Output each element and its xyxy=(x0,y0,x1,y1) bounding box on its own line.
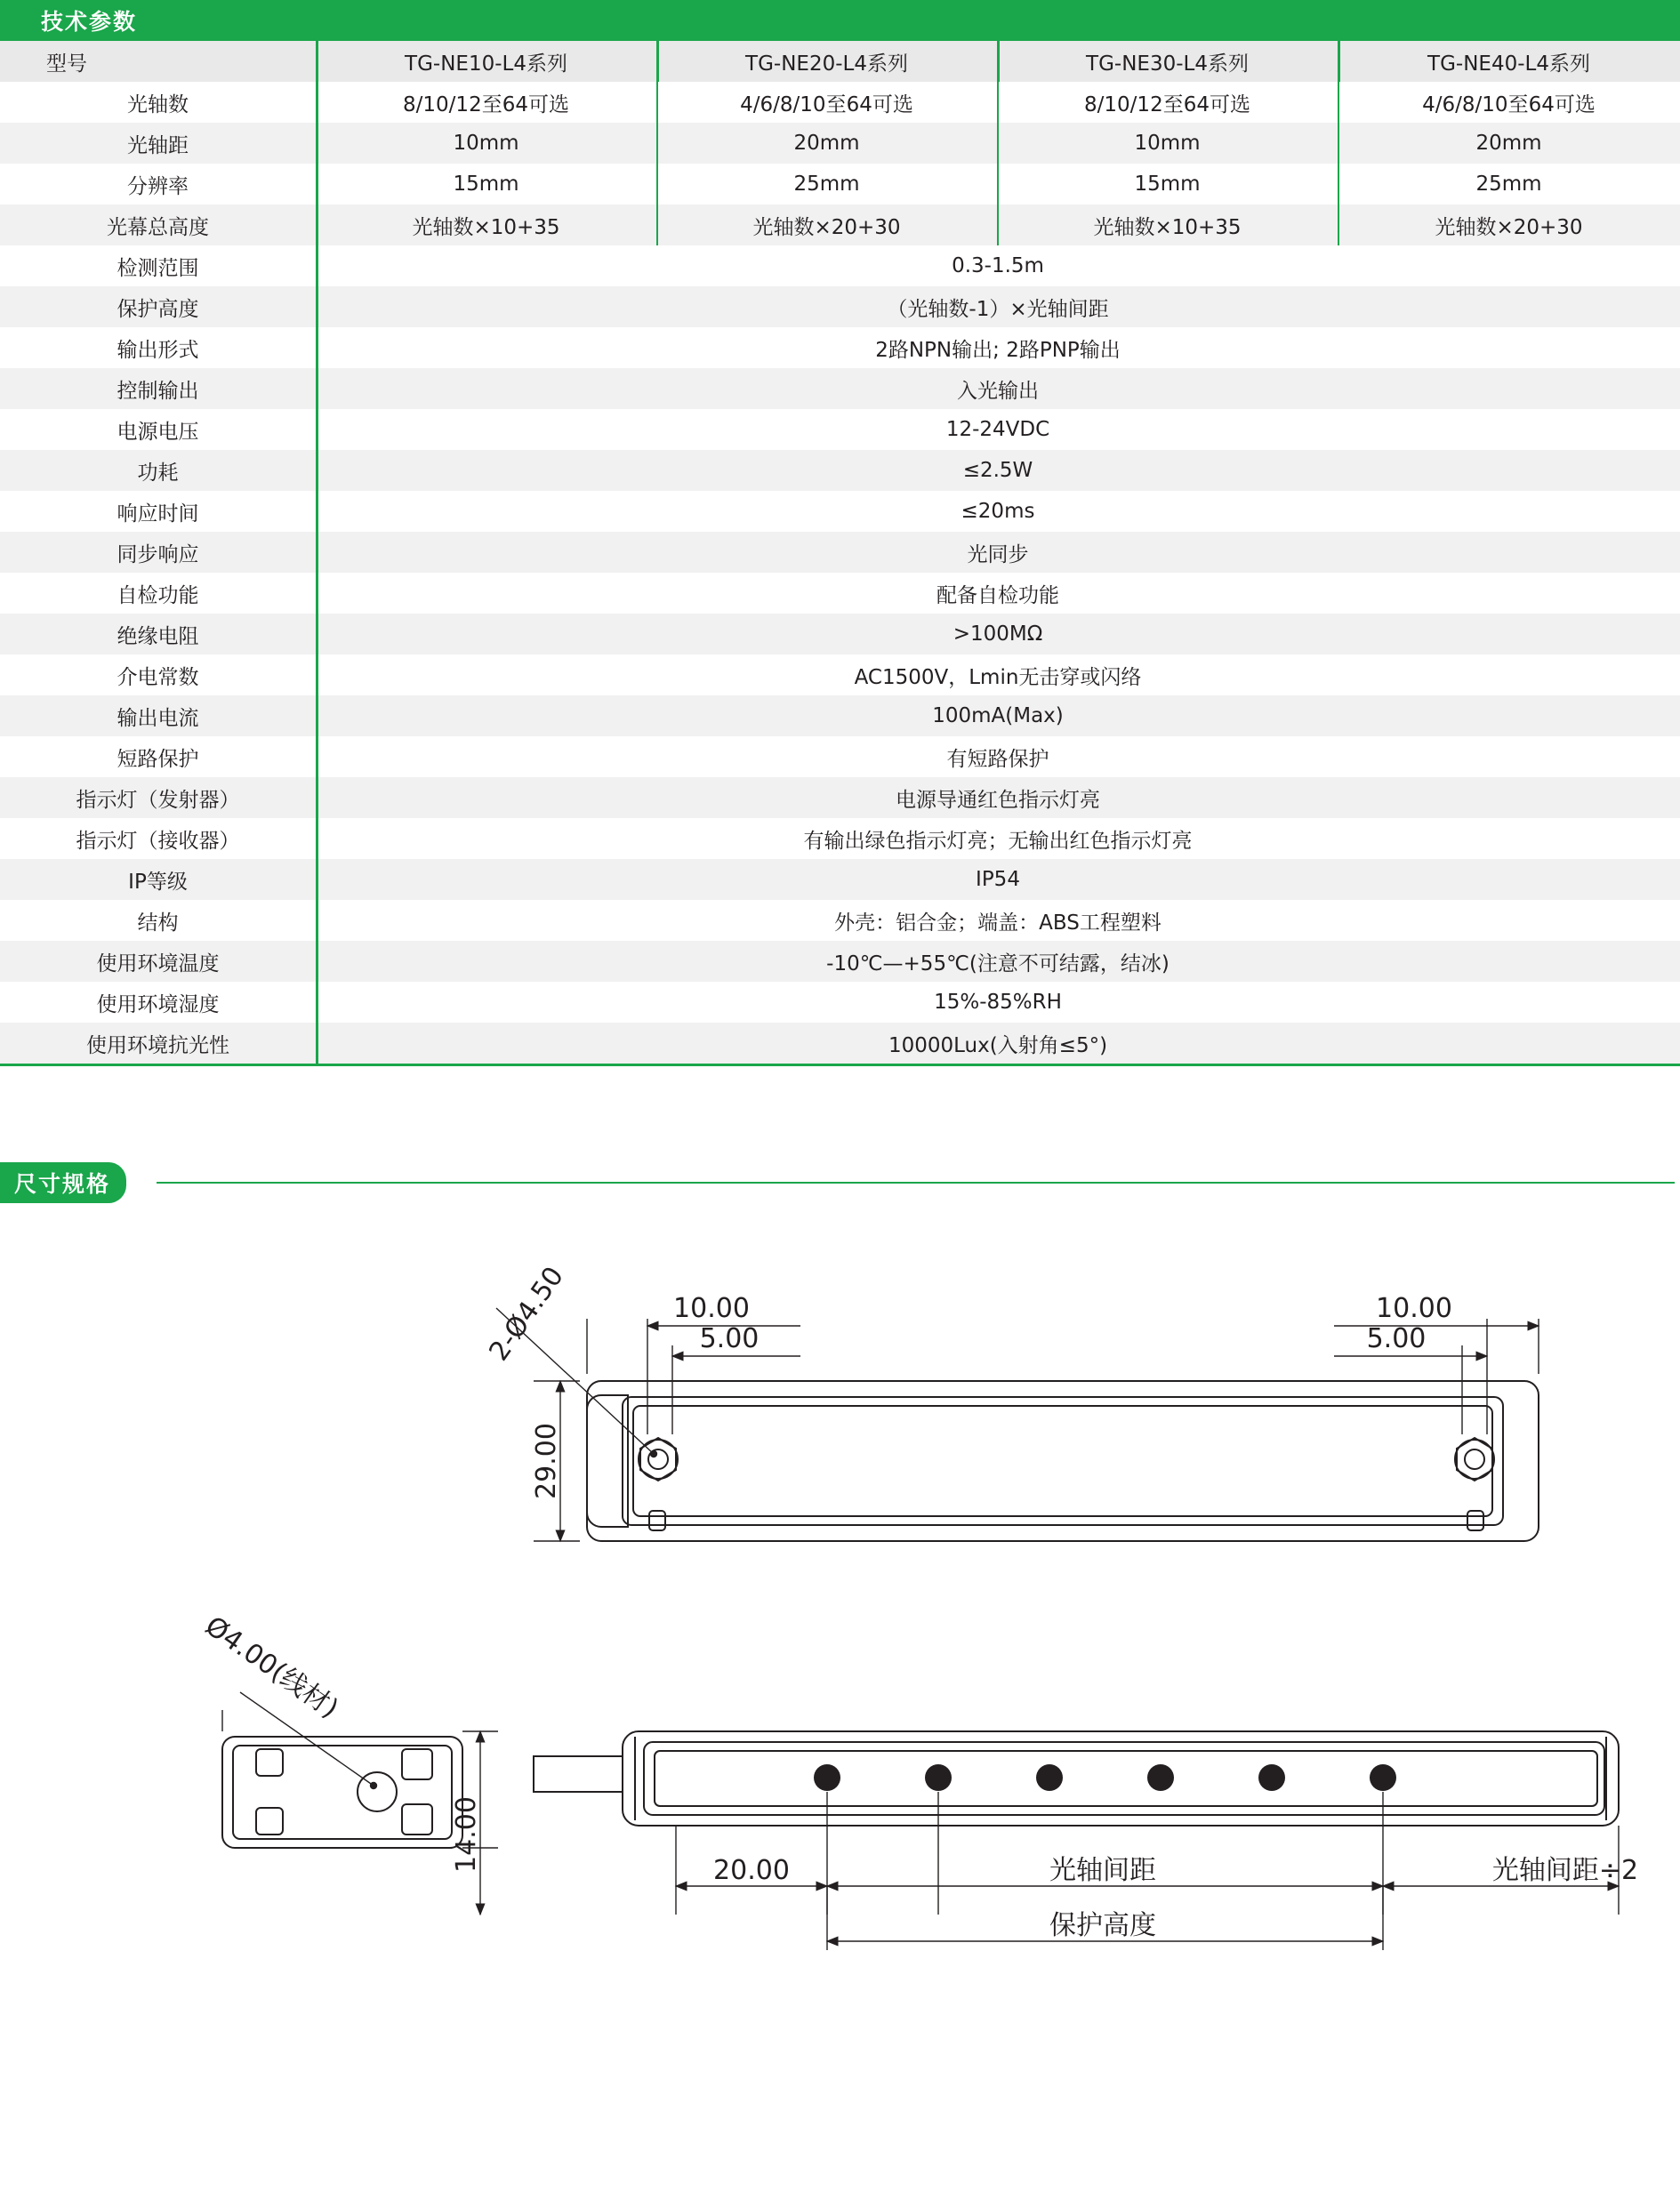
table-row xyxy=(0,491,1680,532)
row-value: 2路NPN输出; 2路PNP输出 xyxy=(316,327,1680,368)
row-label: 绝缘电阻 xyxy=(117,624,199,648)
table-row xyxy=(0,205,1680,245)
dim-14-thickness: 14.00 xyxy=(451,1796,482,1873)
row-value: 入光输出 xyxy=(316,368,1680,409)
pitch-label: 光轴间距 xyxy=(1049,1855,1156,1886)
dim-10-left: 10.00 xyxy=(673,1293,750,1324)
row-label: 检测范围 xyxy=(117,256,199,280)
row-value: 20mm xyxy=(1338,123,1680,164)
row-label: 使用环境温度 xyxy=(96,951,220,976)
row-value: 10000Lux(入射角≤5°) xyxy=(316,1023,1680,1064)
dimension-drawings xyxy=(0,1212,1680,2208)
front-view-beam-dots xyxy=(814,1764,1396,1791)
row-value: 15%-85%RH xyxy=(316,982,1680,1023)
row-label: 短路保护 xyxy=(117,747,199,771)
row-value: 配备自检功能 xyxy=(316,573,1680,614)
table-row xyxy=(0,164,1680,205)
table-row xyxy=(0,450,1680,491)
dimension-drawing-svg xyxy=(0,1212,1680,2208)
row-label: 同步响应 xyxy=(117,542,199,566)
table-row xyxy=(0,368,1680,409)
row-value: 外壳：铝合金；端盖：ABS工程塑料 xyxy=(316,900,1680,941)
table-row xyxy=(0,614,1680,654)
row-label: 分辨率 xyxy=(127,174,189,198)
row-value: 有短路保护 xyxy=(316,736,1680,777)
row-value: 15mm xyxy=(316,164,656,205)
row-label: IP等级 xyxy=(128,870,188,894)
table-row xyxy=(0,900,1680,941)
row-label: 结构 xyxy=(137,911,179,935)
table-row xyxy=(0,941,1680,982)
row-value: 光同步 xyxy=(316,532,1680,573)
row-label: 指示灯（接收器） xyxy=(76,829,240,853)
row-value: 8/10/12至64可选 xyxy=(997,82,1338,123)
dim-5-right: 5.00 xyxy=(1366,1323,1427,1354)
row-label: 保护高度 xyxy=(117,297,199,321)
row-value: 15mm xyxy=(997,164,1338,205)
section-title-spec: 技术参数 xyxy=(41,9,138,35)
top-view xyxy=(587,1381,1539,1541)
row-value: AC1500V，Lmin无击穿或闪络 xyxy=(316,654,1680,695)
row-value: 4/6/8/10至64可选 xyxy=(1338,82,1680,123)
table-row xyxy=(0,245,1680,286)
table-row xyxy=(0,1023,1680,1064)
row-label: 控制输出 xyxy=(117,379,199,403)
row-label: 使用环境湿度 xyxy=(96,992,220,1016)
hole-note: 2-Ø4.50 xyxy=(483,1261,571,1367)
row-value: 光轴数×10+35 xyxy=(997,205,1338,245)
technical-parameters-header xyxy=(0,0,1680,41)
dim-20: 20.00 xyxy=(713,1855,790,1886)
row-label: 光幕总高度 xyxy=(107,215,209,239)
front-view xyxy=(534,1731,1619,1826)
row-value: 10mm xyxy=(997,123,1338,164)
table-row xyxy=(0,286,1680,327)
dim-10-right: 10.00 xyxy=(1376,1293,1452,1324)
row-label: 自检功能 xyxy=(117,583,199,607)
row-label: 光轴距 xyxy=(127,133,189,157)
row-value: ≤2.5W xyxy=(316,450,1680,491)
row-value: 4/6/8/10至64可选 xyxy=(656,82,997,123)
table-row xyxy=(0,818,1680,859)
table-row xyxy=(0,777,1680,818)
header-model: 型号 xyxy=(0,41,316,82)
row-value: 光轴数×10+35 xyxy=(316,205,656,245)
table-row xyxy=(0,859,1680,900)
row-value: 25mm xyxy=(656,164,997,205)
row-value: >100MΩ xyxy=(316,614,1680,654)
table-row xyxy=(0,409,1680,450)
row-value: 有输出绿色指示灯亮；无输出红色指示灯亮 xyxy=(316,818,1680,859)
dim-29-height: 29.00 xyxy=(531,1423,562,1499)
protect-height-label: 保护高度 xyxy=(1049,1910,1156,1941)
end-view xyxy=(222,1737,462,1848)
table-row xyxy=(0,695,1680,736)
dimensions-divider xyxy=(157,1182,1675,1184)
row-label: 响应时间 xyxy=(117,502,199,526)
table-row xyxy=(0,736,1680,777)
table-header-row xyxy=(0,41,1680,82)
dimensions-header xyxy=(0,1162,1680,1203)
row-value: 8/10/12至64可选 xyxy=(316,82,656,123)
row-label: 指示灯（发射器） xyxy=(76,788,240,812)
table-row xyxy=(0,573,1680,614)
row-label: 介电常数 xyxy=(117,665,199,689)
row-value: 25mm xyxy=(1338,164,1680,205)
row-value: 20mm xyxy=(656,123,997,164)
table-row xyxy=(0,123,1680,164)
row-label: 功耗 xyxy=(137,461,179,485)
row-label: 光轴数 xyxy=(127,92,189,116)
row-label: 输出电流 xyxy=(117,706,199,730)
row-value: ≤20ms xyxy=(316,491,1680,532)
header-series-ne10: TG-NE10-L4系列 xyxy=(316,41,656,82)
row-value: IP54 xyxy=(316,859,1680,900)
table-row xyxy=(0,654,1680,695)
table-row xyxy=(0,327,1680,368)
row-value: （光轴数-1）×光轴间距 xyxy=(316,286,1680,327)
row-value: 10mm xyxy=(316,123,656,164)
row-value: 电源导通红色指示灯亮 xyxy=(316,777,1680,818)
table-row xyxy=(0,982,1680,1023)
row-value: 0.3-1.5m xyxy=(316,245,1680,286)
row-value: 光轴数×20+30 xyxy=(656,205,997,245)
cable-note: Ø4.00(线材) xyxy=(199,1610,344,1725)
table-bottom-rule xyxy=(0,1064,1680,1066)
table-row xyxy=(0,82,1680,123)
row-value: 12-24VDC xyxy=(316,409,1680,450)
header-series-ne40: TG-NE40-L4系列 xyxy=(1338,41,1680,82)
row-label: 使用环境抗光性 xyxy=(86,1033,229,1057)
half-pitch-label: 光轴间距÷2 xyxy=(1491,1855,1639,1886)
row-value: 光轴数×20+30 xyxy=(1338,205,1680,245)
header-series-ne20: TG-NE20-L4系列 xyxy=(656,41,997,82)
front-view-labels xyxy=(713,1855,1638,1941)
header-series-ne30: TG-NE30-L4系列 xyxy=(997,41,1338,82)
end-view-labels xyxy=(199,1610,482,1873)
dim-5-left: 5.00 xyxy=(699,1323,760,1354)
row-label: 电源电压 xyxy=(117,420,199,444)
row-value: -10℃—+55℃(注意不可结露，结冰) xyxy=(316,941,1680,982)
section-title-dimensions: 尺寸规格 xyxy=(0,1162,126,1203)
row-label: 输出形式 xyxy=(117,338,199,362)
specification-table xyxy=(0,41,1680,1064)
row-value: 100mA(Max) xyxy=(316,695,1680,736)
table-row xyxy=(0,532,1680,573)
